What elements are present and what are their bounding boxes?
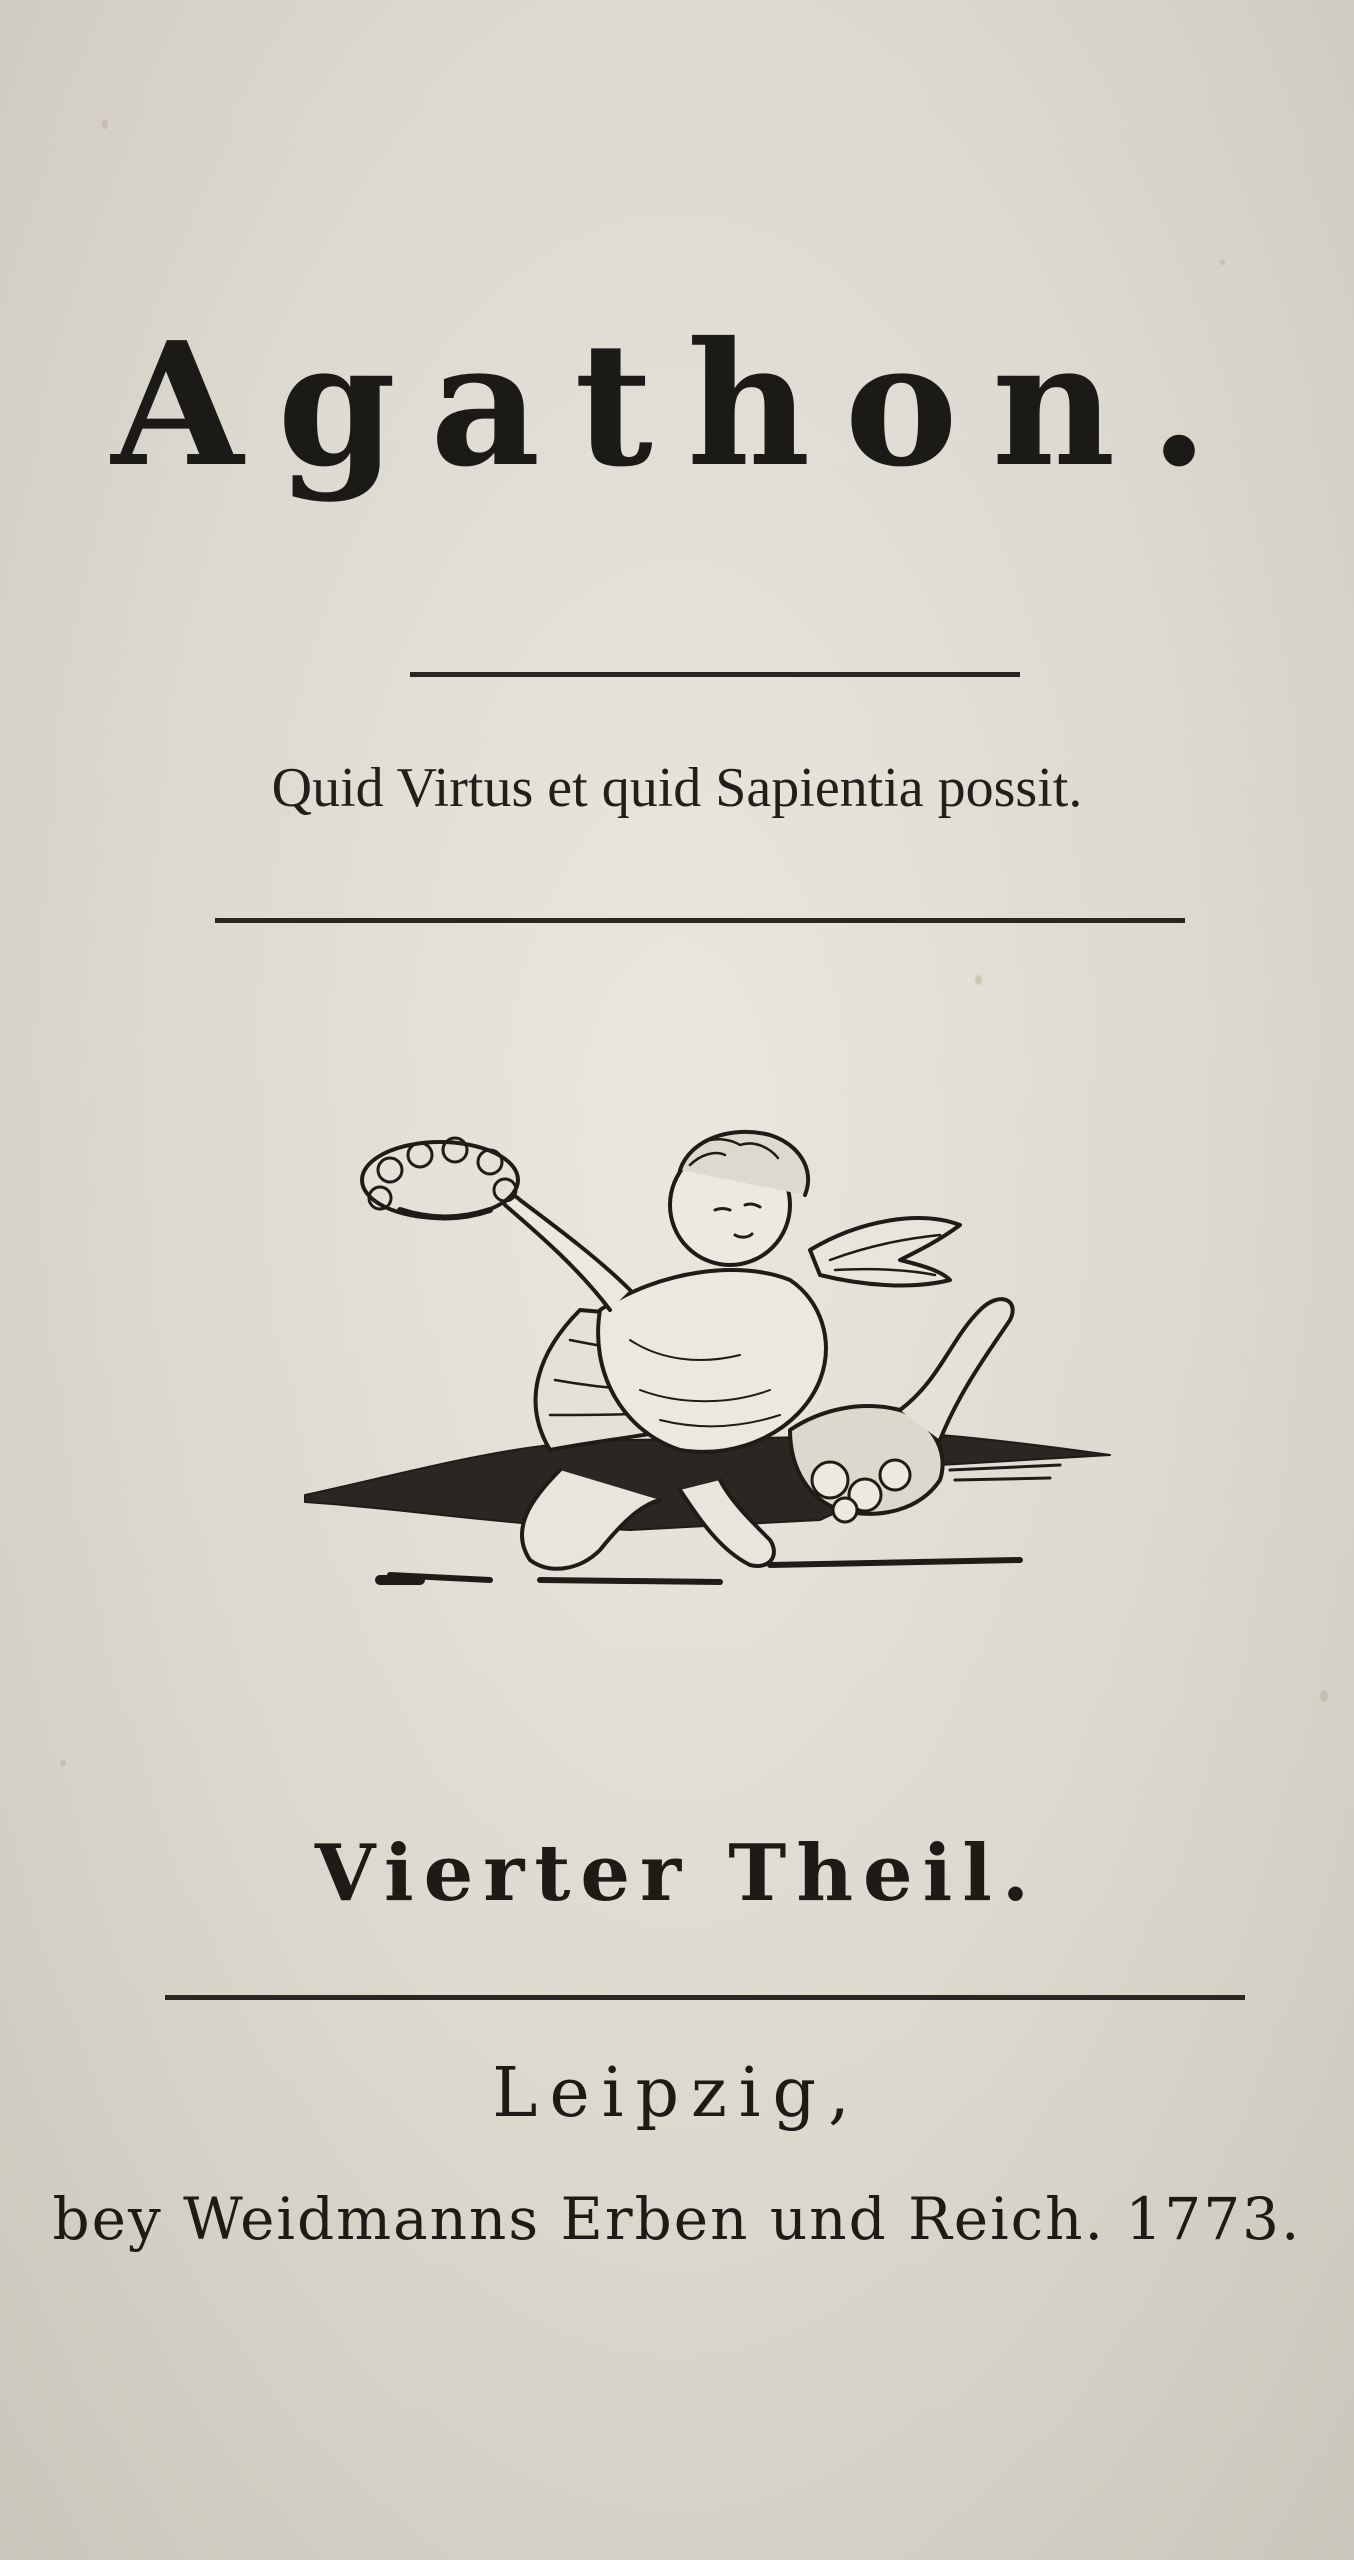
- volume-part: Vierter Theil.: [314, 1828, 1040, 1919]
- paper-speck: [102, 120, 108, 129]
- paper-speck: [1220, 260, 1225, 265]
- publisher-imprint: bey Weidmanns Erben und Reich. 1773.: [52, 2185, 1302, 2253]
- motto: Quid Virtus et quid Sapientia possit.: [271, 757, 1083, 819]
- part-rule: [165, 1995, 1245, 2000]
- paper-speck: [60, 1760, 66, 1766]
- paper-speck: [975, 975, 982, 985]
- book-title: Agathon.: [111, 305, 1243, 505]
- title-rule: [410, 672, 1020, 677]
- cherub-with-wreath-and-cornucopia-icon: [300, 1110, 1120, 1630]
- paper-speck: [1320, 1690, 1328, 1702]
- motto-rule: [215, 918, 1185, 923]
- place-of-publication: Leipzig,: [492, 2054, 862, 2133]
